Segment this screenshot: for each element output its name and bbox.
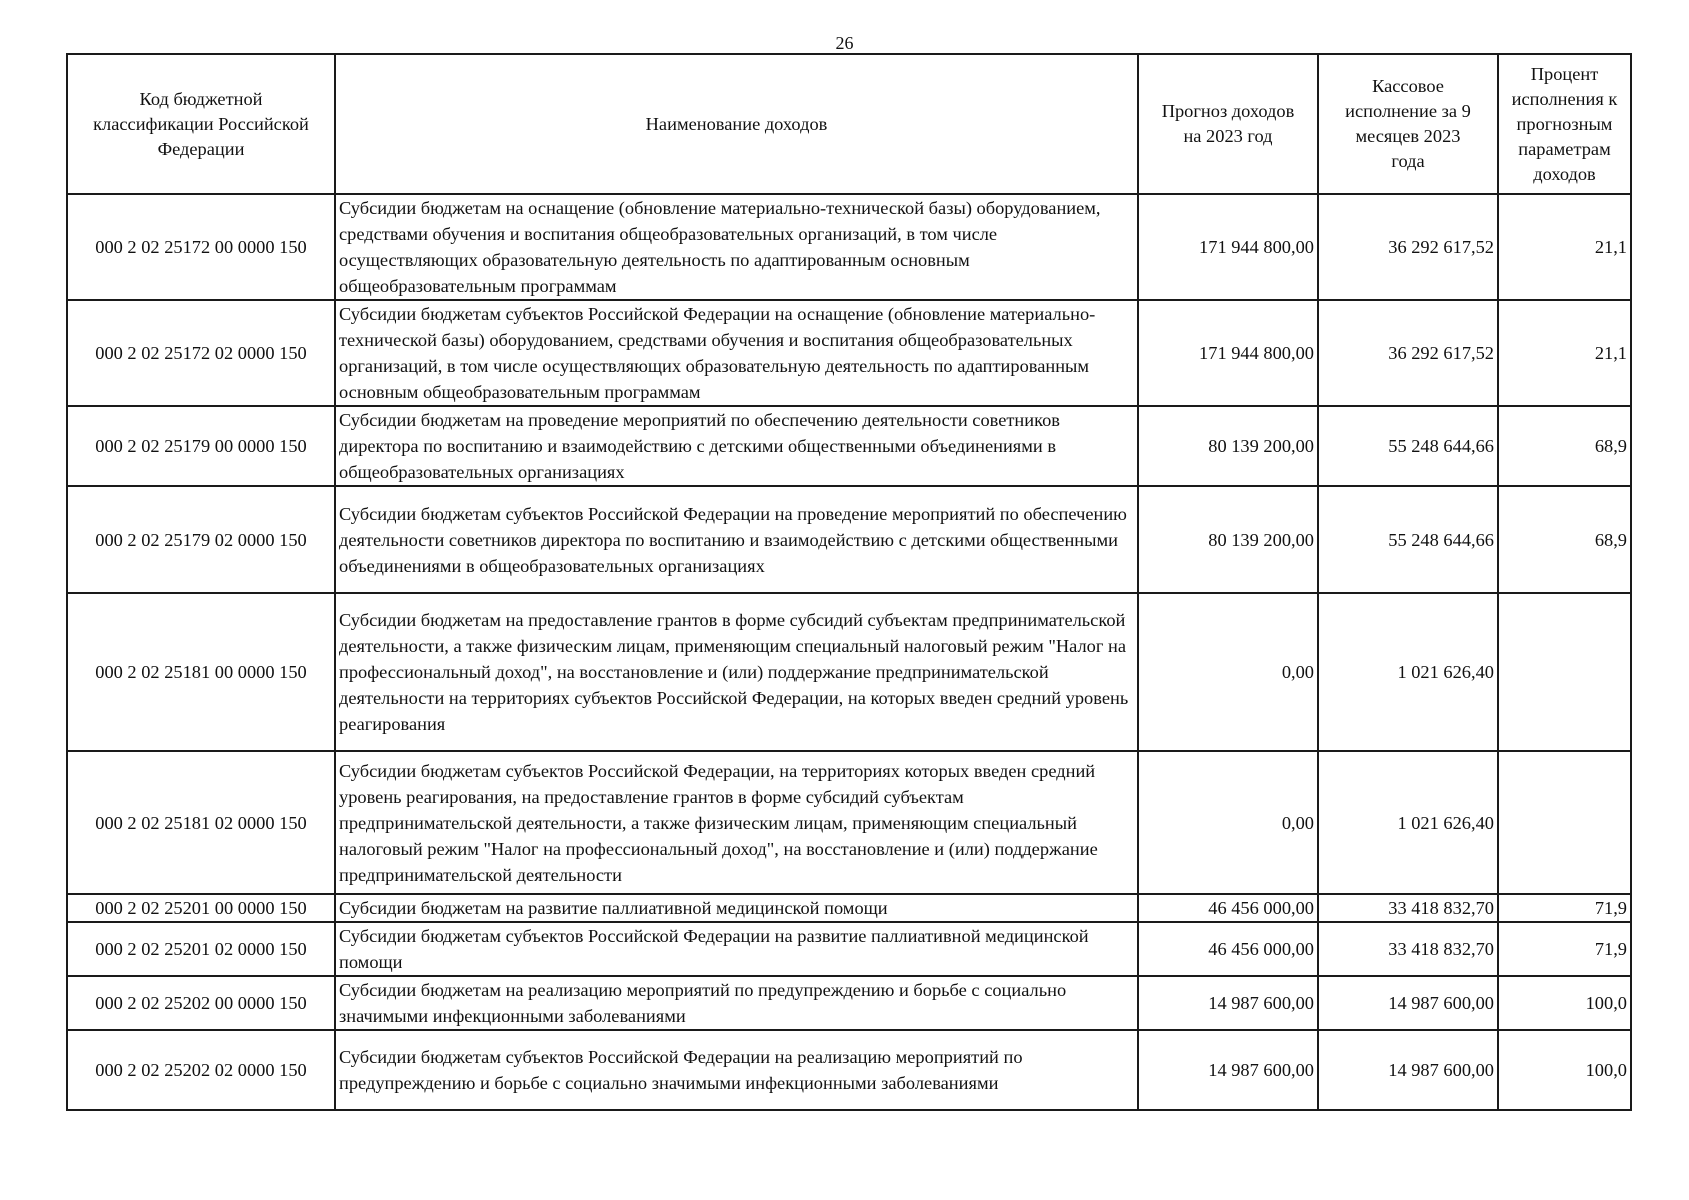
row-exec: 55 248 644,66 xyxy=(1318,406,1498,486)
table-row xyxy=(67,406,1631,486)
table-header-row xyxy=(67,54,1631,194)
table-row xyxy=(67,922,1631,976)
row-pct: 21,1 xyxy=(1498,300,1631,406)
table-row xyxy=(67,486,1631,593)
row-code: 000 2 02 25179 00 0000 150 xyxy=(67,406,335,486)
row-exec: 36 292 617,52 xyxy=(1318,194,1498,300)
header-plan: Прогноз доходов на 2023 год xyxy=(1138,54,1318,194)
row-exec: 55 248 644,66 xyxy=(1318,486,1498,593)
row-name: Субсидии бюджетам субъектов Российской Федерации на проведение мероприятий по обеспечению деятельности советников директора по воспитанию и взаимодействию с детскими общественными объединениями в общеобразовательных организациях xyxy=(335,486,1138,593)
row-code: 000 2 02 25172 00 0000 150 xyxy=(67,194,335,300)
table-row xyxy=(67,751,1631,894)
page-number: 26 xyxy=(835,33,854,53)
row-name: Субсидии бюджетам на оснащение (обновление материально-технической базы) оборудованием, средствами обучения и воспитания общеобразовательных организаций, в том числе осуществляющих образовательную деятельность по адаптированным основным общеобразовательным программам xyxy=(335,194,1138,300)
row-exec: 33 418 832,70 xyxy=(1318,894,1498,922)
row-pct: 68,9 xyxy=(1498,486,1631,593)
row-plan: 0,00 xyxy=(1138,593,1318,751)
row-plan: 171 944 800,00 xyxy=(1138,194,1318,300)
table-row xyxy=(67,894,1631,922)
row-plan: 80 139 200,00 xyxy=(1138,486,1318,593)
row-pct xyxy=(1498,751,1631,894)
row-exec: 1 021 626,40 xyxy=(1318,593,1498,751)
row-name: Субсидии бюджетам на проведение мероприятий по обеспечению деятельности советников директора по воспитанию и взаимодействию с детскими общественными объединениями в общеобразовательных организациях xyxy=(335,406,1138,486)
row-name: Субсидии бюджетам на развитие паллиативной медицинской помощи xyxy=(335,894,1138,922)
row-code: 000 2 02 25181 02 0000 150 xyxy=(67,751,335,894)
row-name: Субсидии бюджетам субъектов Российской Федерации на реализацию мероприятий по предупреждению и борьбе с социально значимыми инфекционными заболеваниями xyxy=(335,1030,1138,1110)
row-name: Субсидии бюджетам субъектов Российской Федерации на развитие паллиативной медицинской помощи xyxy=(335,922,1138,976)
header-pct: Процент исполнения к прогнозным параметрам доходов xyxy=(1498,54,1631,194)
row-code: 000 2 02 25179 02 0000 150 xyxy=(67,486,335,593)
table-row xyxy=(67,593,1631,751)
row-name: Субсидии бюджетам на реализацию мероприятий по предупреждению и борьбе с социально значимыми инфекционными заболеваниями xyxy=(335,976,1138,1030)
header-name: Наименование доходов xyxy=(335,54,1138,194)
table-row xyxy=(67,300,1631,406)
revenue-table xyxy=(66,53,1632,1111)
table-row xyxy=(67,1030,1631,1110)
row-exec: 1 021 626,40 xyxy=(1318,751,1498,894)
row-pct: 21,1 xyxy=(1498,194,1631,300)
row-code: 000 2 02 25202 02 0000 150 xyxy=(67,1030,335,1110)
row-pct: 100,0 xyxy=(1498,976,1631,1030)
row-exec: 14 987 600,00 xyxy=(1318,1030,1498,1110)
row-plan: 14 987 600,00 xyxy=(1138,976,1318,1030)
row-code: 000 2 02 25202 00 0000 150 xyxy=(67,976,335,1030)
row-plan: 0,00 xyxy=(1138,751,1318,894)
row-name: Субсидии бюджетам субъектов Российской Федерации, на территориях которых введен средний уровень реагирования, на предоставление грантов в форме субсидий субъектам предпринимательской деятельности, а также физическим лицам, применяющим специальный налоговый режим "Налог на профессиональный доход", на восстановление и (или) поддержание предпринимательской деятельности xyxy=(335,751,1138,894)
row-plan: 171 944 800,00 xyxy=(1138,300,1318,406)
header-code: Код бюджетной классификации Российской Федерации xyxy=(67,54,335,194)
row-plan: 80 139 200,00 xyxy=(1138,406,1318,486)
row-pct: 71,9 xyxy=(1498,894,1631,922)
row-plan: 46 456 000,00 xyxy=(1138,894,1318,922)
row-name: Субсидии бюджетам субъектов Российской Федерации на оснащение (обновление материально-технической базы) оборудованием, средствами обучения и воспитания общеобразовательных организаций, в том числе осуществляющих образовательную деятельность по адаптированным основным общеобразовательным программам xyxy=(335,300,1138,406)
row-plan: 14 987 600,00 xyxy=(1138,1030,1318,1110)
row-pct xyxy=(1498,593,1631,751)
table-row xyxy=(67,194,1631,300)
row-pct: 100,0 xyxy=(1498,1030,1631,1110)
row-name: Субсидии бюджетам на предоставление грантов в форме субсидий субъектам предпринимательской деятельности, а также физическим лицам, применяющим специальный налоговый режим "Налог на профессиональный доход", на восстановление и (или) поддержание предпринимательской деятельности на территориях субъектов Российской Федерации, на которых введен средний уровень реагирования xyxy=(335,593,1138,751)
row-code: 000 2 02 25201 00 0000 150 xyxy=(67,894,335,922)
row-exec: 14 987 600,00 xyxy=(1318,976,1498,1030)
row-pct: 71,9 xyxy=(1498,922,1631,976)
row-plan: 46 456 000,00 xyxy=(1138,922,1318,976)
table-row xyxy=(67,976,1631,1030)
row-exec: 33 418 832,70 xyxy=(1318,922,1498,976)
row-pct: 68,9 xyxy=(1498,406,1631,486)
row-exec: 36 292 617,52 xyxy=(1318,300,1498,406)
row-code: 000 2 02 25201 02 0000 150 xyxy=(67,922,335,976)
header-exec: Кассовое исполнение за 9 месяцев 2023 года xyxy=(1318,54,1498,194)
row-code: 000 2 02 25181 00 0000 150 xyxy=(67,593,335,751)
row-code: 000 2 02 25172 02 0000 150 xyxy=(67,300,335,406)
